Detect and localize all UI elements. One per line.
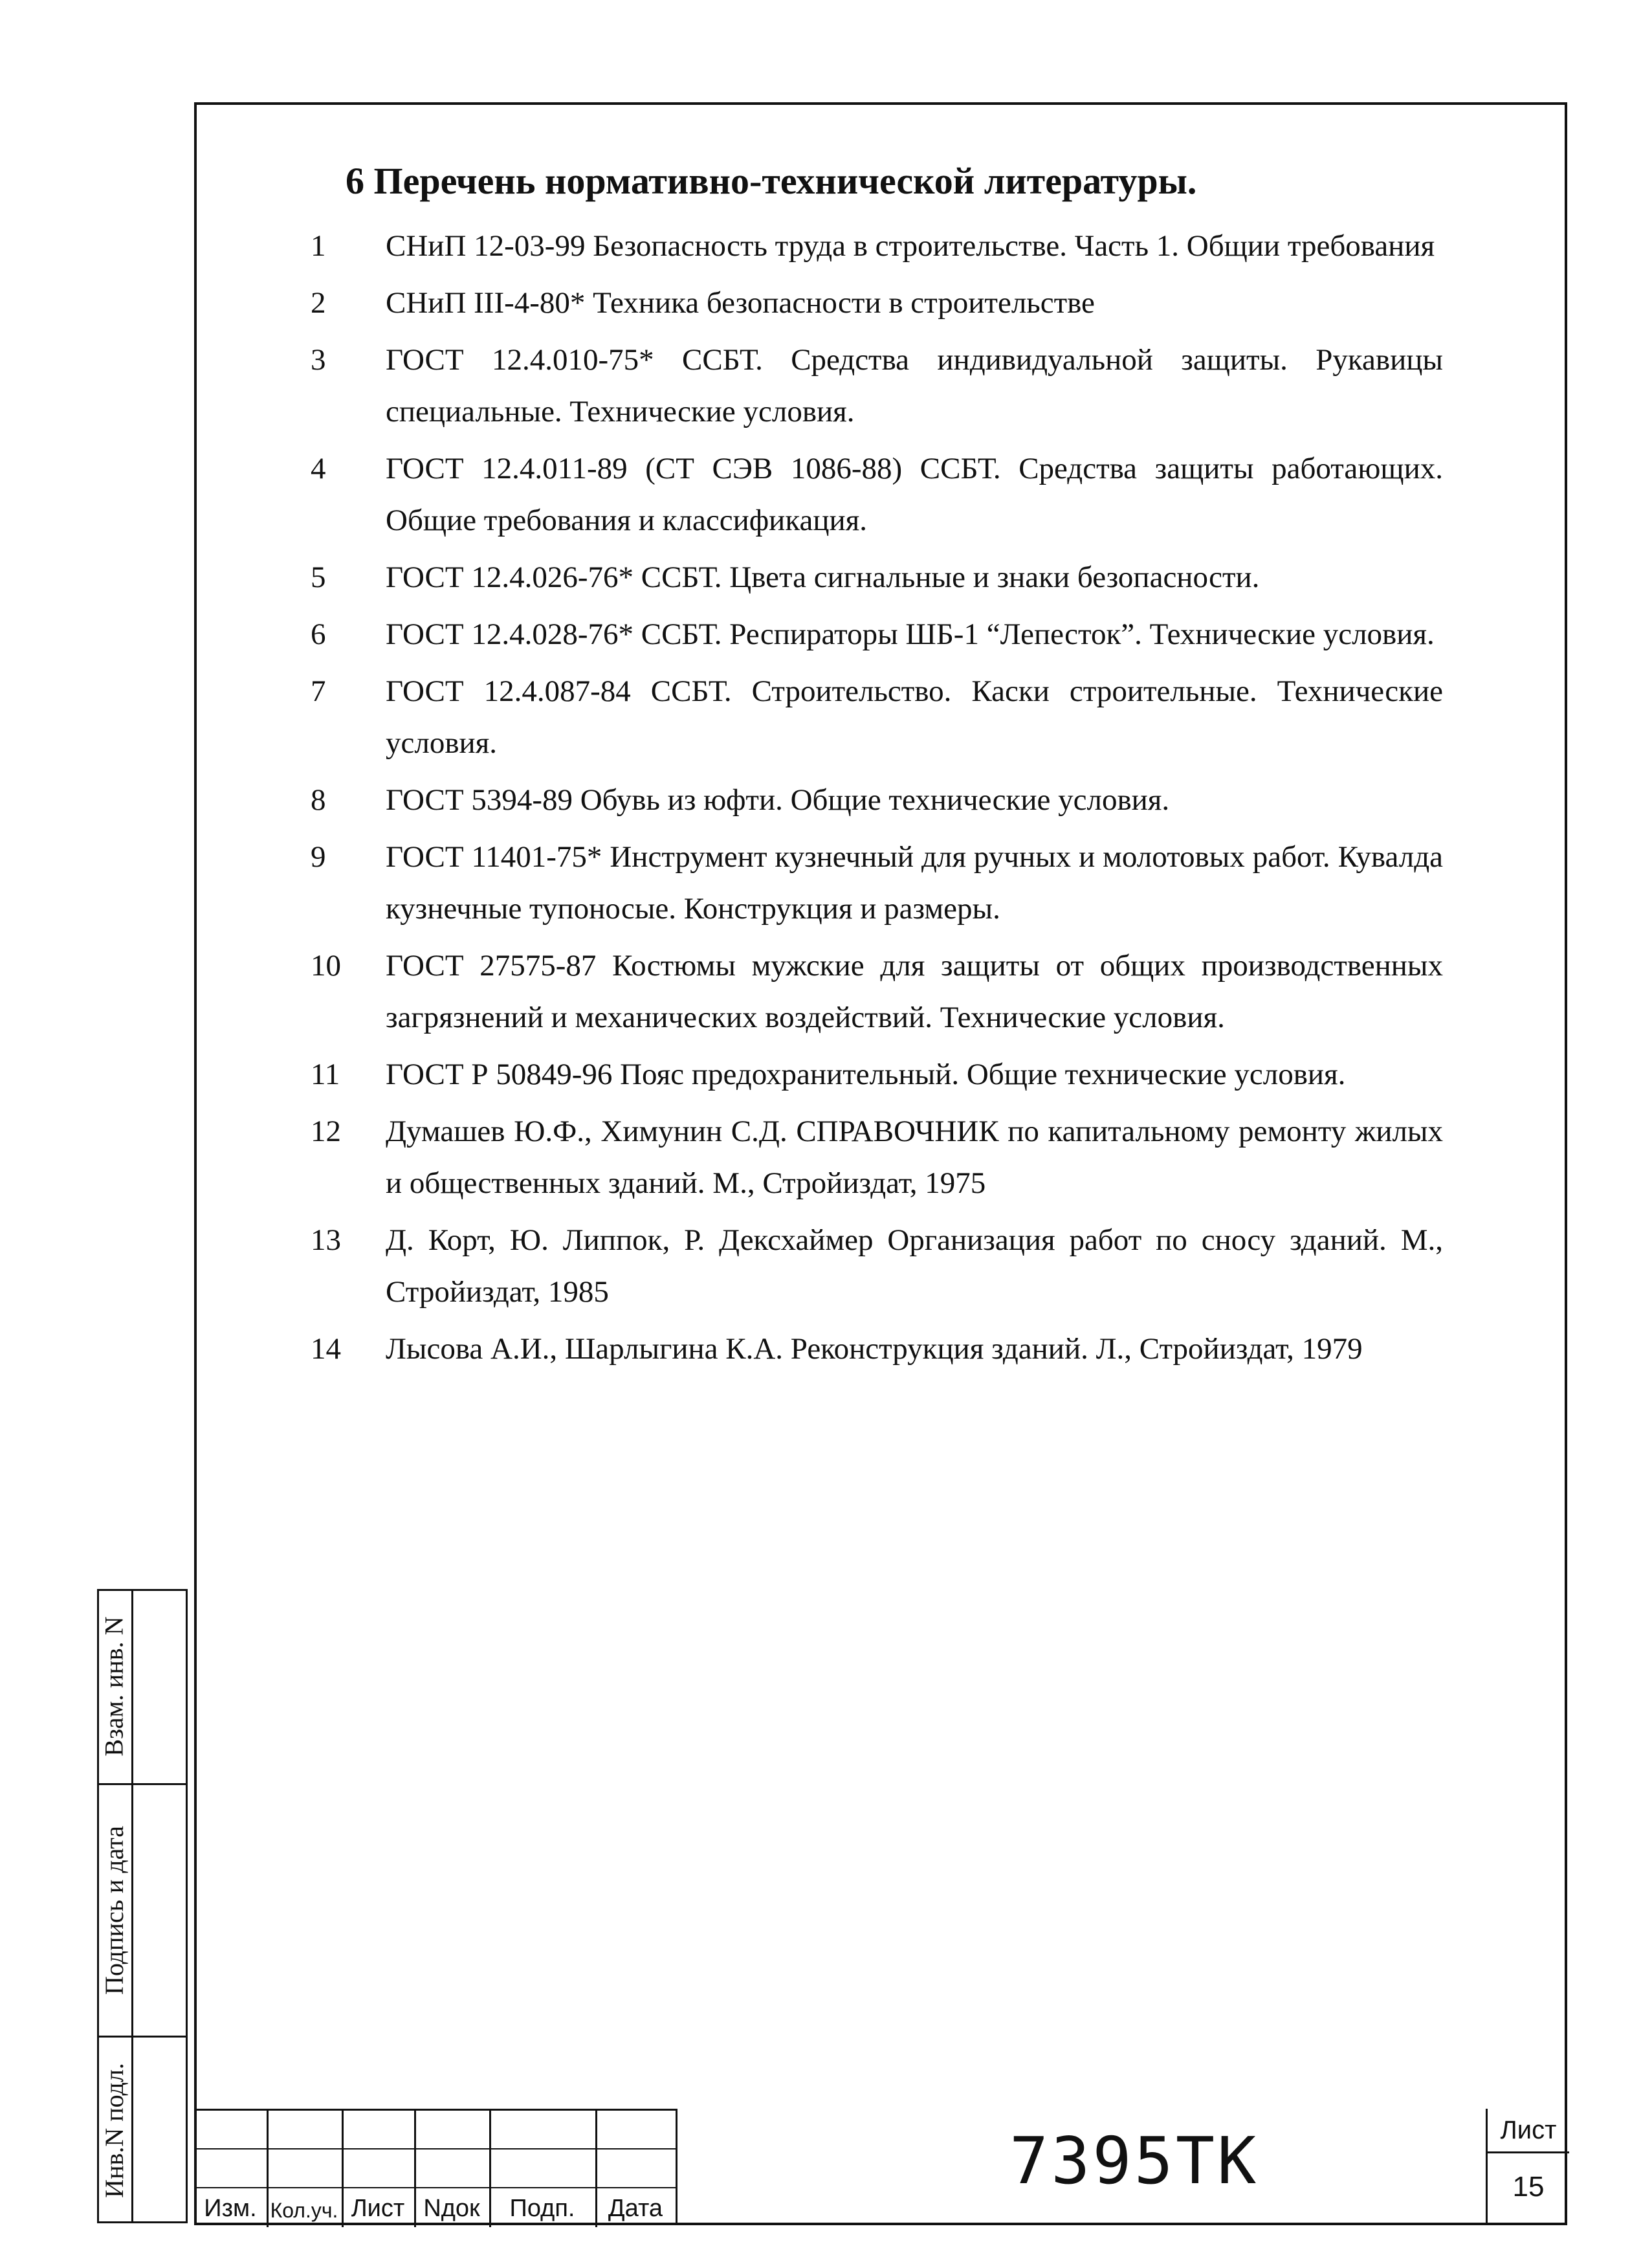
reference-item	[304, 220, 1443, 272]
reference-item	[304, 334, 1443, 438]
reference-text: Думашев Ю.Ф., Химунин С.Д. СПРАВОЧНИК по капитальному ремонту жилых и общественных зданий. М., Стройиздат, 1975	[386, 1115, 1443, 1200]
reference-item	[304, 1105, 1443, 1209]
reference-number: 8	[311, 783, 326, 817]
reference-number: 12	[311, 1115, 341, 1148]
reference-number: 4	[311, 452, 326, 485]
reference-item	[304, 277, 1443, 329]
document-code: 7395ТК	[1009, 2123, 1259, 2199]
sheet-box	[1486, 2109, 1567, 2225]
reference-number: 3	[311, 343, 326, 377]
col-ndok-caption: Nдок	[423, 2195, 480, 2222]
reference-text: ГОСТ 12.4.026-76* ССБТ. Цвета сигнальные и знаки безопасности.	[386, 561, 1260, 594]
col-izm-caption: Изм.	[204, 2195, 257, 2222]
reference-text: СНиП 12-03-99 Безопасность труда в строительстве. Часть 1. Общии требования	[386, 229, 1435, 263]
inv-podl-label: Инв.N подл.	[100, 2063, 129, 2198]
side-cell-inv-podl	[97, 2036, 188, 2223]
reference-item	[304, 940, 1443, 1043]
title-block	[194, 2109, 1567, 2225]
reference-list	[304, 220, 1443, 1380]
side-stamp	[97, 1589, 188, 2223]
reference-item	[304, 1214, 1443, 1318]
reference-item	[304, 551, 1443, 603]
reference-number: 7	[311, 674, 326, 708]
side-cell-vzam	[97, 1589, 188, 1783]
side-label-vzam	[97, 1589, 133, 1783]
reference-number: 1	[311, 229, 326, 263]
title-block-divider	[676, 2109, 677, 2225]
reference-text: ГОСТ 12.4.011-89 (СТ СЭВ 1086-88) ССБТ. Средства защиты работающих. Общие требования и классификация.	[386, 452, 1443, 537]
reference-text: Лысова А.И., Шарлыгина К.А. Реконструкция зданий. Л., Стройиздат, 1979	[386, 1332, 1363, 1366]
side-label-podpis	[97, 1785, 133, 2036]
reference-item	[304, 1049, 1443, 1100]
reference-text: ГОСТ 12.4.010-75* ССБТ. Средства индивидуальной защиты. Рукавицы специальные. Технические условия.	[386, 343, 1443, 428]
reference-item	[304, 831, 1443, 935]
reference-number: 13	[311, 1223, 341, 1257]
col-podp-caption: Подп.	[509, 2195, 575, 2222]
reference-item	[304, 665, 1443, 769]
reference-number: 11	[311, 1058, 340, 1091]
reference-number: 2	[311, 286, 326, 320]
reference-text: ГОСТ 5394-89 Обувь из юфти. Общие технические условия.	[386, 783, 1170, 817]
reference-text: ГОСТ 27575-87 Костюмы мужские для защиты от общих производственных загрязнений и механических воздействий. Технические условия.	[386, 949, 1443, 1034]
sheet-number: 15	[1512, 2171, 1545, 2203]
sheet-label: Лист	[1488, 2109, 1569, 2153]
vzam-inv-label: Взам. инв. N	[100, 1616, 129, 1757]
reference-item	[304, 774, 1443, 826]
revision-grid	[194, 2109, 676, 2225]
reference-number: 9	[311, 840, 326, 874]
reference-item	[304, 608, 1443, 660]
reference-number: 14	[311, 1332, 341, 1366]
reference-text: СНиП III-4-80* Техника безопасности в строительстве	[386, 286, 1095, 320]
reference-number: 10	[311, 949, 341, 983]
reference-number: 5	[311, 561, 326, 594]
reference-text: ГОСТ 12.4.087-84 ССБТ. Строительство. Каски строительные. Технические условия.	[386, 674, 1443, 760]
reference-text: Д. Корт, Ю. Липпок, Р. Дексхаймер Организация работ по сносу зданий. М., Стройиздат, 1985	[386, 1223, 1443, 1309]
reference-item	[304, 443, 1443, 546]
reference-number: 6	[311, 617, 326, 651]
col-kolich-caption: Кол.уч.	[270, 2199, 338, 2222]
reference-text: ГОСТ 11401-75* Инструмент кузнечный для ручных и молотовых работ. Кувалда кузнечные тупоносые. Конструкция и размеры.	[386, 840, 1443, 926]
reference-text: ГОСТ Р 50849-96 Пояс предохранительный. Общие технические условия.	[386, 1058, 1346, 1091]
col-list-caption: Лист	[351, 2195, 405, 2222]
section-heading: 6 Перечень нормативно-технической литературы.	[346, 160, 1197, 202]
side-cell-podpis	[97, 1783, 188, 2036]
reference-text: ГОСТ 12.4.028-76* ССБТ. Респираторы ШБ-1 “Лепесток”. Технические условия.	[386, 617, 1435, 651]
reference-item	[304, 1323, 1443, 1375]
col-data-caption: Дата	[608, 2195, 663, 2222]
podpis-data-label: Подпись и дата	[100, 1825, 129, 1995]
side-label-inv-podl	[97, 2038, 133, 2223]
